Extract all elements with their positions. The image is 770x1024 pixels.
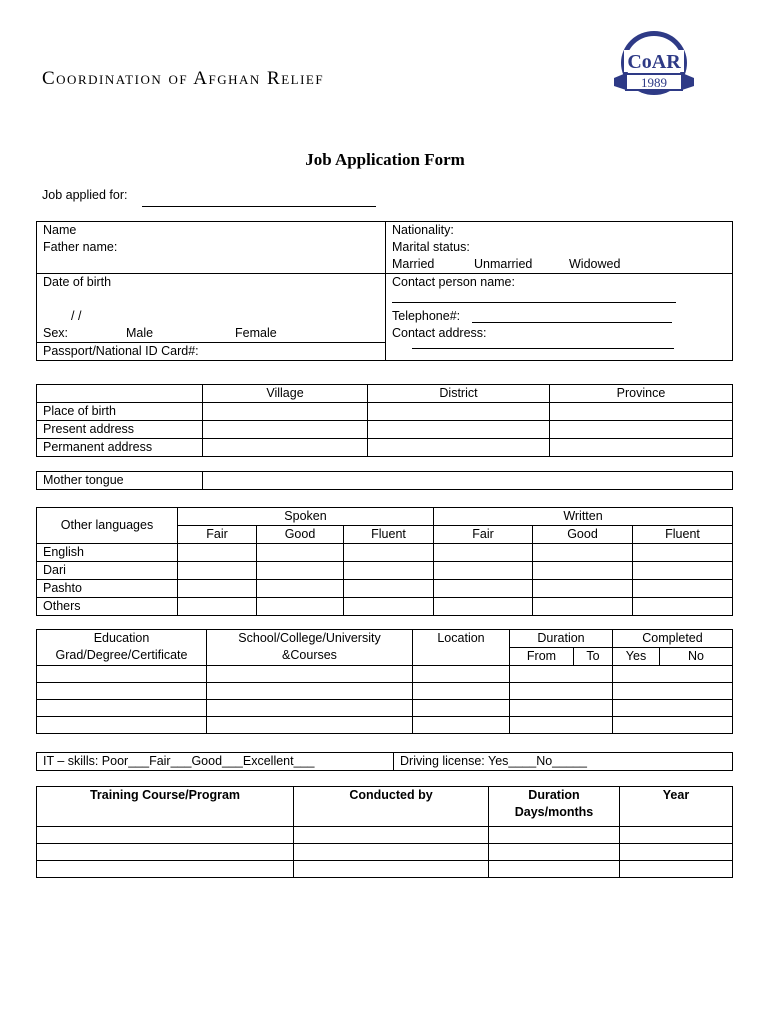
mother-tongue-field[interactable] xyxy=(203,472,733,490)
education-table xyxy=(36,629,733,734)
job-applied-label: Job applied for: xyxy=(42,188,128,202)
province-header: Province xyxy=(550,385,733,403)
passport-label: Passport/National ID Card#: xyxy=(43,344,199,358)
location-header: Location xyxy=(413,630,510,666)
lang-pashto: Pashto xyxy=(37,580,178,598)
school-header-line1: School/College/University xyxy=(238,631,381,645)
form-title: Job Application Form xyxy=(305,150,465,169)
written-fluent: Fluent xyxy=(633,526,733,544)
duration-header: Duration xyxy=(510,630,613,648)
dob-label: Date of birth xyxy=(43,275,112,289)
job-applied-field[interactable] xyxy=(142,192,376,207)
lang-others: Others xyxy=(37,598,178,616)
spoken-fair: Fair xyxy=(178,526,257,544)
lang-dari: Dari xyxy=(37,562,178,580)
logo-text: CoAR xyxy=(627,51,681,73)
dob-cell[interactable] xyxy=(37,274,386,343)
no-header: No xyxy=(660,648,733,666)
training-course-header: Training Course/Program xyxy=(37,787,294,827)
school-header-line2: &Courses xyxy=(282,648,337,662)
contact-cell[interactable] xyxy=(386,274,733,361)
logo-year: 1989 xyxy=(641,75,667,90)
school-header xyxy=(207,630,413,666)
district-header: District xyxy=(368,385,550,403)
organization-name: Coordination of Afghan Relief xyxy=(42,68,325,89)
to-header: To xyxy=(574,648,613,666)
skills-table xyxy=(36,752,733,771)
from-header: From xyxy=(510,648,574,666)
spoken-fluent: Fluent xyxy=(344,526,434,544)
widowed-option[interactable]: Widowed xyxy=(569,257,621,271)
written-fair: Fair xyxy=(434,526,533,544)
telephone-label: Telephone#: xyxy=(392,309,461,323)
duration-days-header xyxy=(489,787,620,827)
permanent-address-label: Permanent address xyxy=(37,439,203,457)
nationality-marital-cell[interactable] xyxy=(386,222,733,274)
name-cell[interactable] xyxy=(37,222,386,274)
other-languages-label: Other languages xyxy=(37,508,178,544)
year-header: Year xyxy=(620,787,733,827)
it-skills[interactable]: IT – skills: Poor___Fair___Good___Excellent___ xyxy=(37,753,394,771)
driving-license[interactable]: Driving license: Yes____No_____ xyxy=(394,753,733,771)
contact-address-field[interactable] xyxy=(412,336,674,349)
spoken-good: Good xyxy=(257,526,344,544)
male-option[interactable]: Male xyxy=(126,326,154,340)
languages-table xyxy=(36,507,733,616)
contact-person-field[interactable] xyxy=(392,291,676,303)
address-table xyxy=(36,384,733,457)
name-label: Name xyxy=(43,223,77,237)
education-header-line1: Education xyxy=(93,631,150,645)
passport-cell[interactable] xyxy=(37,343,386,361)
lang-english: English xyxy=(37,544,178,562)
spoken-header: Spoken xyxy=(178,508,434,526)
sex-label: Sex: xyxy=(43,326,69,340)
duration-days-line2: Days/months xyxy=(514,805,594,819)
mother-tongue-table xyxy=(36,471,733,490)
personal-info-table xyxy=(36,221,733,361)
education-header-line2: Grad/Degree/Certificate xyxy=(55,648,188,662)
present-address-label: Present address xyxy=(37,421,203,439)
written-good: Good xyxy=(533,526,633,544)
father-name-label: Father name: xyxy=(43,240,118,254)
dob-slashes: / / xyxy=(71,309,82,323)
unmarried-option[interactable]: Unmarried xyxy=(474,257,533,271)
village-header: Village xyxy=(203,385,368,403)
contact-address-label: Contact address: xyxy=(392,326,487,340)
married-option[interactable]: Married xyxy=(392,257,435,271)
yes-header: Yes xyxy=(613,648,660,666)
place-of-birth-label: Place of birth xyxy=(37,403,203,421)
contact-person-label: Contact person name: xyxy=(392,275,515,289)
conducted-by-header: Conducted by xyxy=(294,787,489,827)
duration-days-line1: Duration xyxy=(528,788,580,802)
education-header xyxy=(37,630,207,666)
completed-header: Completed xyxy=(613,630,733,648)
training-table xyxy=(36,786,733,878)
coar-logo xyxy=(614,28,696,101)
female-option[interactable]: Female xyxy=(235,326,277,340)
nationality-label: Nationality: xyxy=(392,223,454,237)
marital-status-label: Marital status: xyxy=(392,240,470,254)
mother-tongue-label: Mother tongue xyxy=(37,472,203,490)
written-header: Written xyxy=(434,508,733,526)
telephone-field[interactable] xyxy=(472,308,672,323)
